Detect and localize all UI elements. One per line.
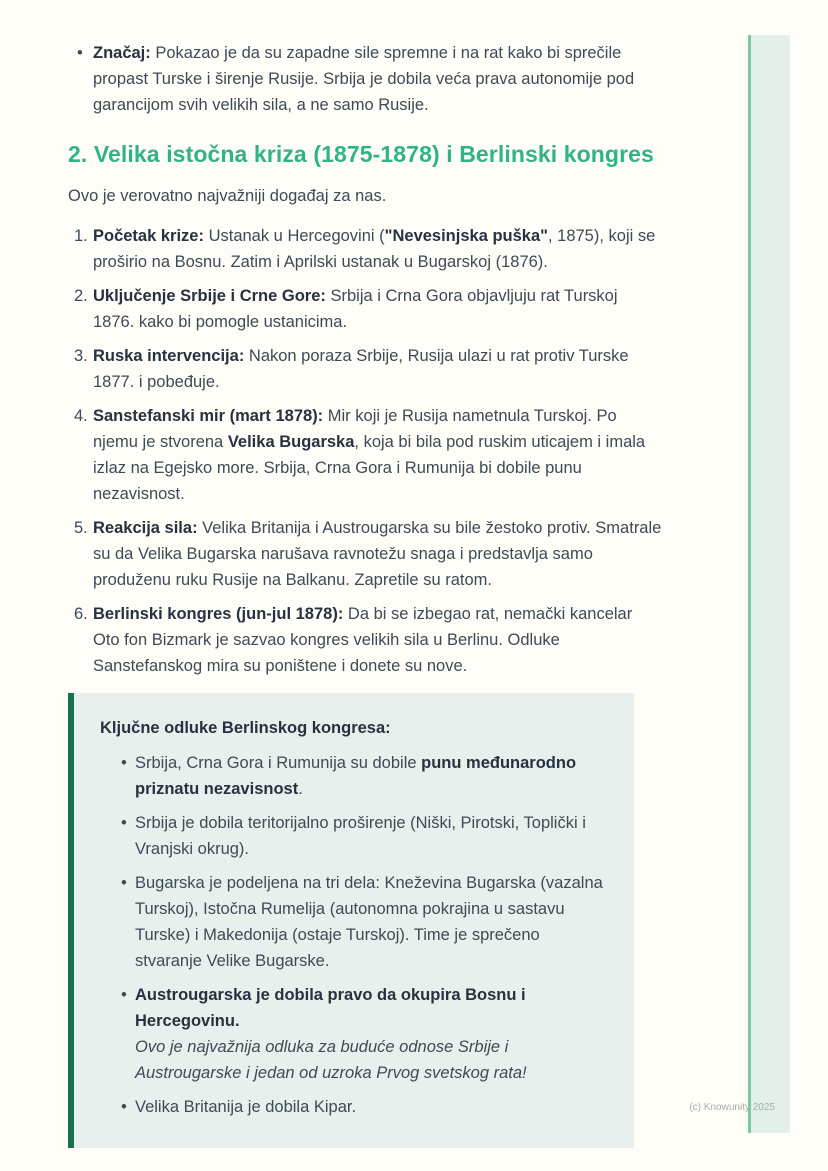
- numbered-item-text: Početak krize: Ustanak u Hercegovini ("Nevesinjska puška", 1875), koji se proširio na Bosnu. Zatim i Aprilski ustanak u Bugarskoj (1876).: [93, 227, 656, 271]
- numbered-item-text: Sanstefanski mir (mart 1878): Mir koji je Rusija nametnula Turskoj. Po njemu je stvorena Velika Bugarska, koja bi bila pod ruskim uticajem i imala izlaz na Egejsko more. Srbija, Crna Gora i Rumunija bi dobile punu nezavisnost.: [93, 407, 646, 503]
- list-item: [100, 870, 606, 974]
- list-item-text: Velika Britanija je dobila Kipar.: [135, 1098, 357, 1116]
- item-number: 1.: [74, 227, 88, 245]
- copyright-notice: (c) Knowunity 2025: [689, 1102, 775, 1113]
- list-item-text: Srbija, Crna Gora i Rumunija su dobile punu međunarodno priznatu nezavisnost.: [135, 754, 577, 798]
- numbered-item-text: Uključenje Srbije i Crne Gore: Srbija i Crna Gora objavljuju rat Turskoj 1876. kako bi pomogle ustanicima.: [93, 287, 618, 331]
- numbered-item: [68, 403, 662, 507]
- list-item: [100, 750, 606, 802]
- numbered-item-text: Reakcija sila: Velika Britanija i Austrougarska su bile žestoko protiv. Smatrale su da Velika Bugarska narušava ravnotežu snaga i predstavlja samo produženu ruku Rusije na Balkanu. Zapretile su ratom.: [93, 519, 662, 589]
- item-number: 3.: [74, 347, 88, 365]
- bullet-icon: [100, 1094, 135, 1120]
- lead-paragraph: Ovo je verovatno najvažniji događaj za nas.: [68, 187, 387, 205]
- list-item-text: Srbija je dobila teritorijalno proširenje (Niški, Pirotski, Toplički i Vranjski okrug).: [135, 814, 586, 858]
- numbered-item-text: Berlinski kongres (jun-jul 1878): Da bi se izbegao rat, nemački kancelar Oto fon Bizmark je sazvao kongres velikih sila u Berlinu. Odluke Sanstefanskog mira su poništene i donete su nove.: [93, 605, 633, 675]
- list-item: [100, 1094, 606, 1120]
- right-accent-stripe: [748, 35, 790, 1133]
- item-number: 5.: [74, 519, 88, 537]
- bullet-icon: [100, 870, 135, 896]
- key-decisions-box: [68, 693, 634, 1148]
- numbered-item: [68, 515, 662, 593]
- numbered-item: [68, 601, 662, 679]
- numbered-list: [68, 223, 662, 679]
- list-item-text: Bugarska je podeljena na tri dela: Kneževina Bugarska (vazalna Turskoj), Istočna Rumelija (autonomna pokrajina u sastavu Turske) i Makedonija (ostaje Turskoj). Time je sprečeno stvaranje Velike Bugarske.: [135, 874, 603, 970]
- numbered-item: [68, 343, 662, 395]
- item-number: 6.: [74, 605, 88, 623]
- bullet-icon: [100, 810, 135, 836]
- list-item: [100, 982, 606, 1086]
- list-item: [100, 810, 606, 862]
- numbered-item-text: Ruska intervencija: Nakon poraza Srbije, Rusija ulazi u rat protiv Turske 1877. i pobeđuje.: [93, 347, 629, 391]
- item-number: 4.: [74, 407, 88, 425]
- key-box-title: Ključne odluke Berlinskog kongresa:: [100, 719, 391, 737]
- numbered-item: [68, 283, 662, 335]
- key-box-list: [100, 750, 606, 1120]
- list-item: [68, 40, 662, 118]
- bullet-icon: [100, 750, 135, 776]
- section-heading: 2. Velika istočna kriza (1875-1878) i Berlinski kongres: [68, 141, 654, 167]
- list-item-text: Značaj: Pokazao je da su zapadne sile spremne i na rat kako bi sprečile propast Turske i širenje Rusije. Srbija je dobila veća prava autonomije pod garancijom svih velikih sila, a ne samo Rusije.: [93, 44, 635, 114]
- list-item-text: Austrougarska je dobila pravo da okupira Bosnu i Hercegovinu. Ovo je najvažnija odluka za buduće odnose Srbije i Austrougarske i jedan od uzroka Prvog svetskog rata!: [135, 986, 527, 1082]
- item-number: 2.: [74, 287, 88, 305]
- bullet-icon: [68, 40, 93, 66]
- intro-bullet-list: [68, 40, 662, 118]
- document-content: [68, 40, 662, 1148]
- bullet-icon: [100, 982, 135, 1008]
- numbered-item: [68, 223, 662, 275]
